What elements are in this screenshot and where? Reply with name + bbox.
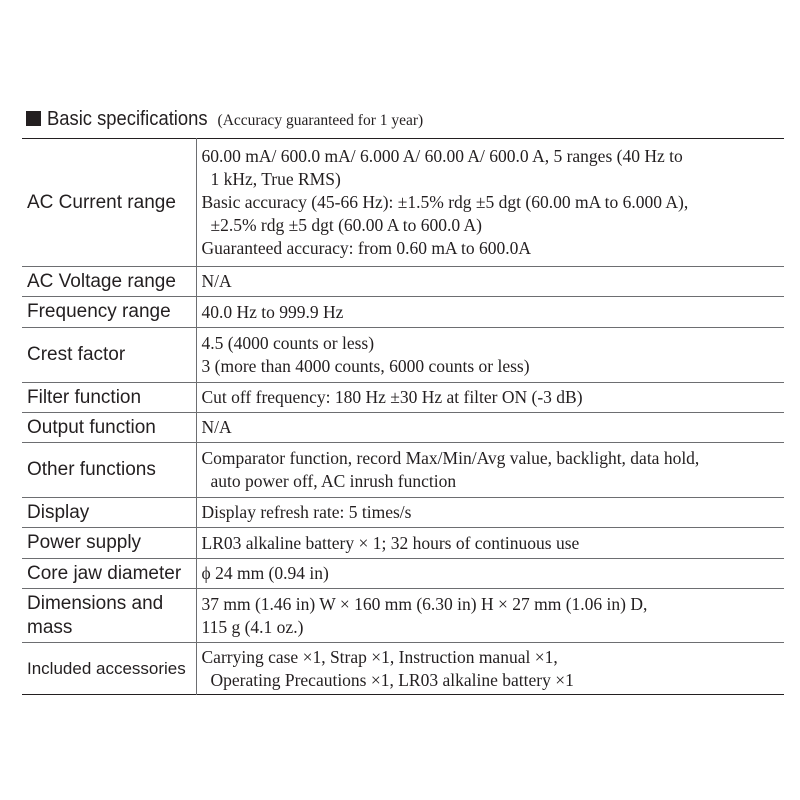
value-line: 1 kHz, True RMS) [210, 169, 341, 189]
table-row [22, 328, 784, 383]
value-line: N/A [201, 417, 232, 437]
table-row [22, 528, 784, 559]
value-line: ±2.5% rdg ±5 dgt (60.00 A to 600.0 A) [210, 215, 482, 235]
row-label [22, 589, 196, 643]
table-row [22, 297, 784, 328]
row-value [196, 139, 784, 267]
section-title: Basic specifications [47, 108, 208, 130]
table-row [22, 559, 784, 589]
table-row [22, 139, 784, 267]
black-square-icon [26, 111, 41, 126]
label-line: mass [27, 616, 73, 638]
row-label: Other functions [22, 443, 196, 498]
row-value [196, 589, 784, 643]
row-label: Output function [22, 413, 196, 443]
table-row [22, 589, 784, 643]
row-value [196, 528, 784, 559]
row-value [196, 443, 784, 498]
value-line: Basic accuracy (45-66 Hz): ±1.5% rdg ±5 dgt (60.00 mA to 6.000 A), [201, 192, 689, 212]
row-value [196, 643, 784, 695]
table-row [22, 498, 784, 528]
row-label: Crest factor [22, 328, 196, 383]
row-label: Filter function [22, 383, 196, 413]
value-line: Operating Precautions ×1, LR03 alkaline battery ×1 [210, 669, 574, 690]
row-label: Power supply [22, 528, 196, 559]
row-value [196, 267, 784, 297]
value-line: N/A [201, 271, 232, 291]
row-value [196, 498, 784, 528]
row-value [196, 383, 784, 413]
row-value [196, 413, 784, 443]
table-row [22, 643, 784, 695]
row-value [196, 559, 784, 589]
value-line: 37 mm (1.46 in) W × 160 mm (6.30 in) H × 27 mm (1.06 in) D, [201, 593, 648, 614]
accuracy-note: (Accuracy guaranteed for 1 year) [217, 112, 424, 129]
spec-table [22, 138, 784, 695]
row-label: Included accessories [22, 643, 196, 695]
value-line: Guaranteed accuracy: from 0.60 mA to 600.0A [201, 238, 531, 258]
table-row [22, 383, 784, 413]
row-label: Display [22, 498, 196, 528]
value-line: 4.5 (4000 counts or less) [201, 333, 375, 353]
table-row [22, 413, 784, 443]
value-line: 60.00 mA/ 600.0 mA/ 6.000 A/ 60.00 A/ 600.0 A, 5 ranges (40 Hz to [201, 146, 683, 166]
value-line: Display refresh rate: 5 times/s [201, 502, 412, 522]
table-row [22, 267, 784, 297]
value-line: auto power off, AC inrush function [210, 471, 457, 491]
row-value [196, 328, 784, 383]
row-label: AC Voltage range [22, 267, 196, 297]
value-line: 3 (more than 4000 counts, 6000 counts or less) [201, 356, 530, 376]
table-row [22, 443, 784, 498]
value-line: Carrying case ×1, Strap ×1, Instruction manual ×1, [201, 646, 558, 667]
row-value [196, 297, 784, 328]
section-heading [26, 108, 423, 131]
row-label: Core jaw diameter [22, 559, 196, 589]
row-label: Frequency range [22, 297, 196, 328]
label-line: Dimensions and [27, 592, 164, 614]
row-label: AC Current range [22, 139, 196, 267]
value-line: Comparator function, record Max/Min/Avg value, backlight, data hold, [201, 448, 700, 468]
value-line: 115 g (4.1 oz.) [201, 616, 304, 637]
value-line: ϕ 24 mm (0.94 in) [201, 563, 329, 583]
value-line: 40.0 Hz to 999.9 Hz [201, 301, 344, 322]
value-line: Cut off frequency: 180 Hz ±30 Hz at filter ON (-3 dB) [201, 387, 583, 407]
value-line: LR03 alkaline battery × 1; 32 hours of continuous use [201, 532, 580, 553]
